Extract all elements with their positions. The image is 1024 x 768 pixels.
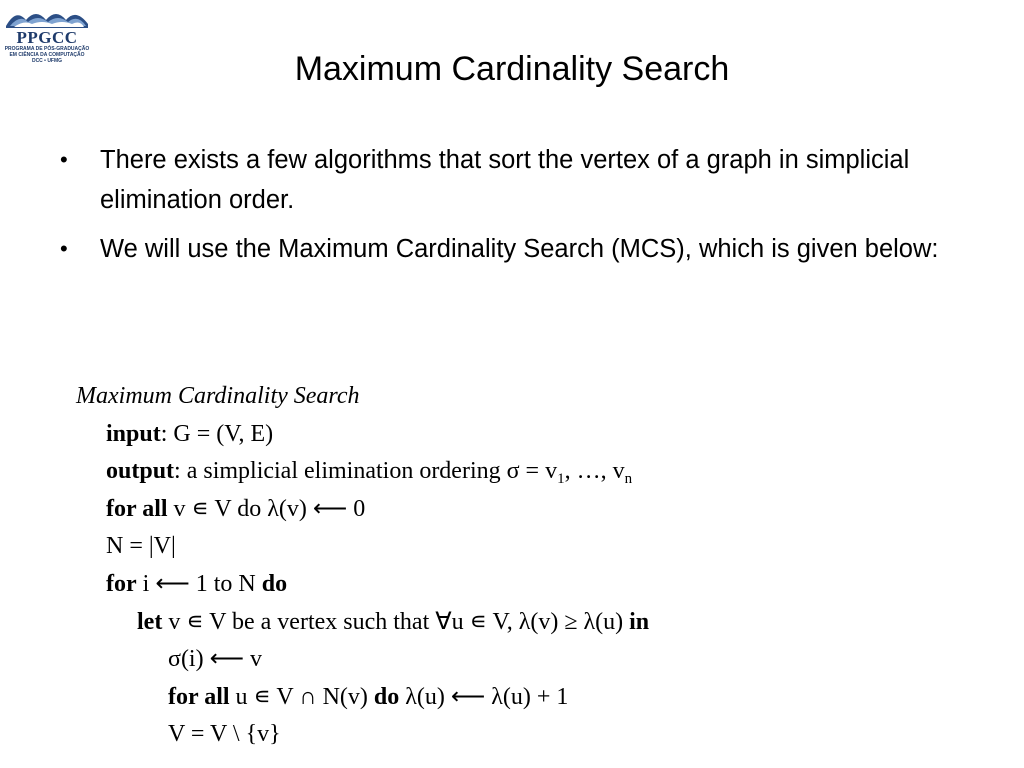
keyword-in: in (629, 608, 650, 635)
logo-subtitle-line-3: DCC • UFMG (31, 58, 63, 64)
bullet-item (58, 229, 978, 269)
slide-title: Maximum Cardinality Search (294, 50, 730, 88)
logo-title: PPGCC (16, 28, 78, 47)
bullet-item (58, 140, 978, 220)
algorithm-block (76, 378, 976, 754)
logo-subtitle-line-1: PROGRAMA DE PÓS-GRADUAÇÃO (4, 46, 90, 52)
algorithm-remove-line: V = V \ {v} (168, 721, 281, 748)
logo-wave-icon (4, 6, 90, 30)
algorithm-name: Maximum Cardinality Search (76, 383, 360, 409)
keyword-for-all: for all (168, 683, 230, 710)
keyword-do: do (261, 570, 288, 597)
keyword-for-all: for all (106, 495, 168, 522)
keyword-let: let (137, 608, 163, 635)
algorithm-n-line: N = |V| (106, 533, 176, 560)
bullet-list (58, 140, 978, 278)
bullet-text: We will use the Maximum Cardinality Search (MCS), which is given below: (100, 235, 939, 263)
algorithm-input-line: input: G = (V, E) (106, 420, 274, 447)
algorithm-sigma-line: σ(i) ⟵ v (168, 646, 262, 673)
algorithm-let-line: let v ∊ V be a vertex such that ∀u ∊ V, λ(v) ≥ λ(u) in (137, 608, 650, 635)
logo-subtitle-line-2: EM CIÊNCIA DA COMPUTAÇÃO (9, 52, 85, 58)
bullet-text: There exists a few algorithms that sort the vertex of a graph in simplicial elimination order. (100, 146, 910, 214)
algorithm-update-line: for all u ∊ V ∩ N(v) do λ(u) ⟵ λ(u) + 1 (168, 683, 569, 710)
algorithm-for-line: for i ⟵ 1 to N do (106, 570, 288, 597)
bullet-dot-icon: • (60, 236, 68, 261)
algorithm-init-line: for all v ∊ V do λ(v) ⟵ 0 (106, 495, 366, 522)
bullet-dot-icon: • (60, 147, 68, 172)
keyword-for: for (106, 570, 137, 597)
keyword-output: output (106, 458, 175, 485)
algorithm-output-line: output: a simplicial elimination ordering $\sigma = v_1$, …, $v_n$ (106, 458, 633, 488)
keyword-do: do (373, 683, 400, 710)
keyword-input: input (106, 420, 161, 447)
